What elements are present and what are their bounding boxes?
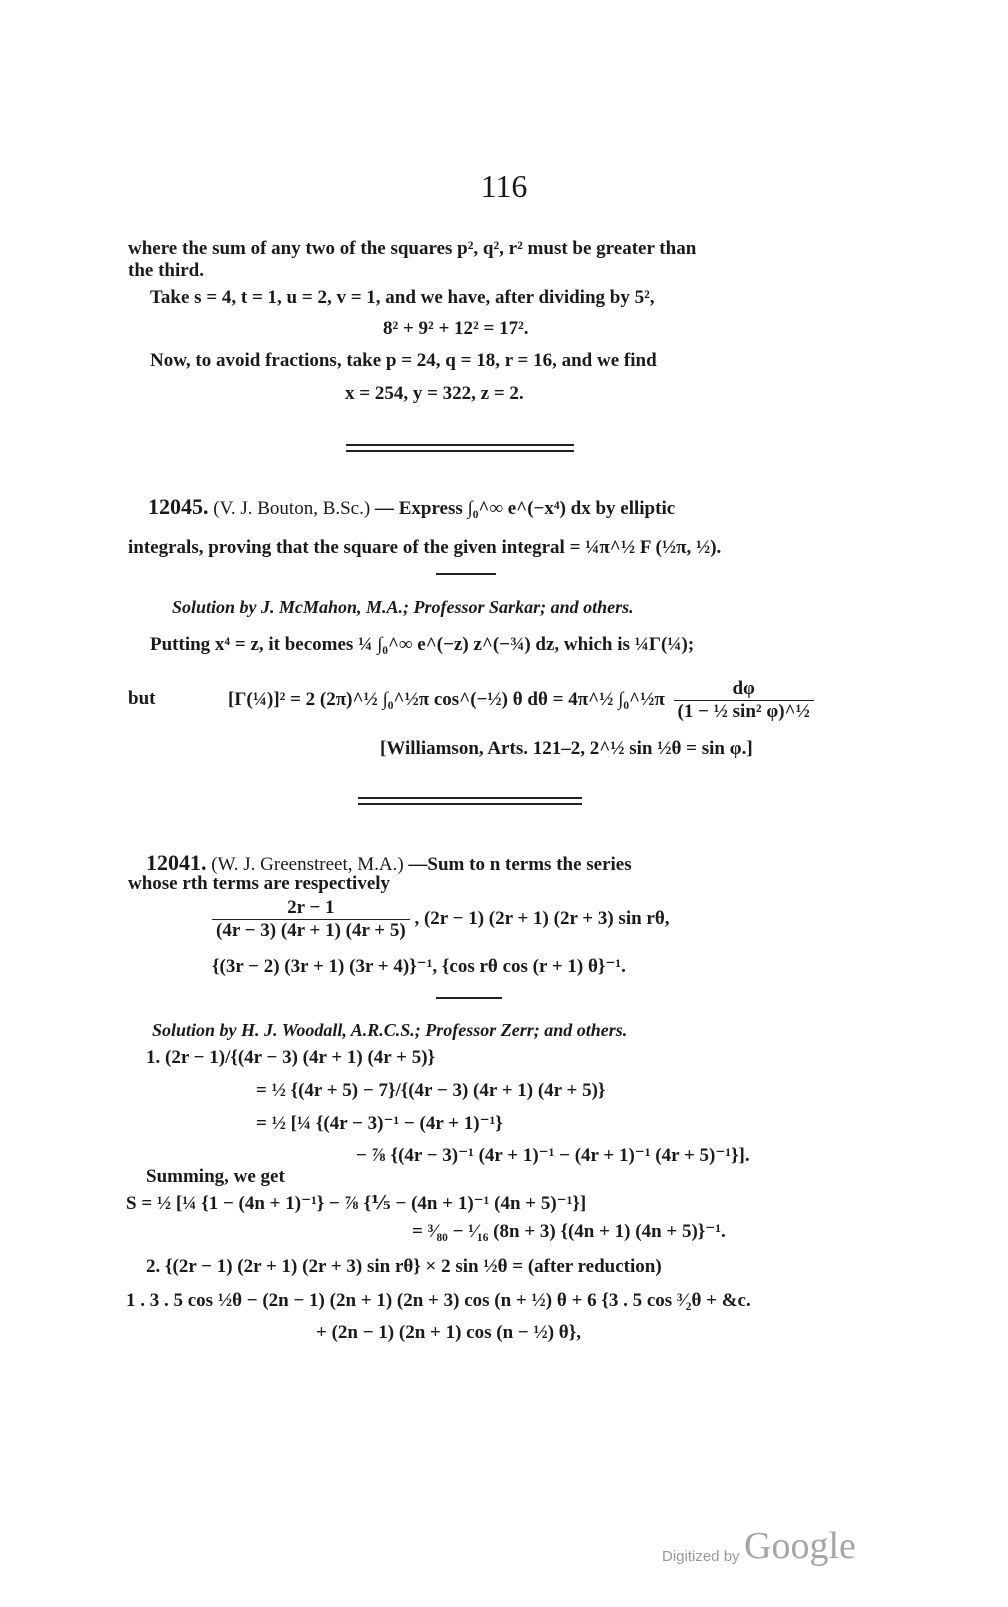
page-number: 116: [480, 168, 528, 204]
problem-author: (V. J. Bouton, B.Sc.): [213, 498, 371, 519]
divider-double-top: [346, 444, 574, 446]
solution-step-3: = ½ [¼ {(4r − 3)⁻¹ − (4r + 1)⁻¹}: [256, 1113, 503, 1134]
problem-12045-question-2: integrals, proving that the square of the given integral = ¼π^½ F (½π, ½).: [128, 537, 722, 558]
divider-double-bottom: [346, 450, 574, 452]
reference-note: [Williamson, Arts. 121–2, 2^½ sin ½θ = sin φ.]: [380, 738, 753, 759]
series-fraction: [212, 897, 410, 942]
series-term-2: , (2r − 1) (2r + 1) (2r + 3) sin rθ,: [414, 907, 670, 929]
text-line-4: Now, to avoid fractions, take p = 24, q = 18, r = 16, and we find: [150, 350, 657, 371]
text-line-2: the third.: [128, 260, 204, 281]
solution-step-6: S = ½ [¼ {1 − (4n + 1)⁻¹} − ⅞ {⅕ − (4n + 1)⁻¹ (4n + 5)⁻¹}]: [126, 1193, 587, 1214]
problem-12041-question-2: whose rth terms are respectively: [128, 873, 391, 894]
solution-step-5: Summing, we get: [146, 1166, 285, 1187]
gamma-equation: [Γ(¼)]² = 2 (2π)^½ ∫₀^½π cos^(−½) θ dθ = 4π^½ ∫₀^½π: [228, 688, 665, 710]
solution-line-1: Putting x⁴ = z, it becomes ¼ ∫₀^∞ e^(−z) z^(−¾) dz, which is ¼Γ(¼);: [150, 634, 695, 655]
problem-question: — Express ∫₀^∞ e^(−x⁴) dx by elliptic: [374, 498, 676, 519]
solution-step-2: = ½ {(4r + 5) − 7}/{(4r − 3) (4r + 1) (4r + 5)}: [256, 1080, 606, 1101]
solution-step-1: 1. (2r − 1)/{(4r − 3) (4r + 1) (4r + 5)}: [146, 1047, 436, 1068]
series-line-1: [212, 897, 670, 942]
watermark-digitized-by: Digitized by: [662, 1548, 740, 1565]
solution-step-8: 2. {(2r − 1) (2r + 1) (2r + 3) sin rθ} × 2 sin ½θ = (after reduction): [146, 1256, 662, 1277]
equation-solution: x = 254, y = 322, z = 2.: [345, 383, 524, 404]
divider-double-bottom-2: [358, 803, 582, 805]
problem-author: (W. J. Greenstreet, M.A.): [211, 854, 404, 875]
divider-double-top-2: [358, 797, 582, 799]
problem-12045-header: [148, 494, 675, 520]
equation-squares: 8² + 9² + 12² = 17².: [383, 318, 529, 339]
watermark-google-logo: Google: [744, 1525, 856, 1567]
fraction-denominator: (1 − ½ sin² φ)^½: [674, 700, 814, 723]
solution-step-4: − ⅞ {(4r − 3)⁻¹ (4r + 1)⁻¹ − (4r + 1)⁻¹ (4r + 5)⁻¹}].: [356, 1145, 750, 1166]
fraction-numerator: dφ: [732, 678, 755, 699]
solution-step-9: 1 . 3 . 5 cos ½θ − (2n − 1) (2n + 1) (2n + 3) cos (n + ½) θ + 6 {3 . 5 cos ³⁄₂θ + &c.: [126, 1290, 751, 1311]
solution-step-10: + (2n − 1) (2n + 1) cos (n − ½) θ},: [316, 1322, 581, 1343]
fraction-numerator: 2r − 1: [287, 897, 335, 918]
problem-number: 12041.: [146, 850, 207, 875]
integrand-fraction: [674, 678, 814, 723]
fraction-denominator: (4r − 3) (4r + 1) (4r + 5): [212, 919, 410, 942]
problem-number: 12045.: [148, 494, 209, 519]
but-label: but: [128, 688, 156, 709]
text-line-3: Take s = 4, t = 1, u = 2, v = 1, and we have, after dividing by 5²,: [150, 287, 655, 308]
solution-heading: Solution by J. McMahon, M.A.; Professor Sarkar; and others.: [172, 597, 634, 617]
solution-heading-2: Solution by H. J. Woodall, A.R.C.S.; Professor Zerr; and others.: [152, 1020, 628, 1040]
divider-short-2: [436, 997, 502, 999]
series-line-2: {(3r − 2) (3r + 1) (3r + 4)}⁻¹, {cos rθ cos (r + 1) θ}⁻¹.: [212, 956, 626, 977]
problem-question: —Sum to n terms the series: [408, 854, 632, 875]
solution-step-7: = ³⁄₈₀ − ¹⁄₁₆ (8n + 3) {(4n + 1) (4n + 5)}⁻¹.: [412, 1221, 726, 1242]
text-line-1: where the sum of any two of the squares p², q², r² must be greater than: [128, 238, 697, 259]
solution-line-2: [228, 678, 814, 723]
divider-short: [436, 573, 496, 575]
